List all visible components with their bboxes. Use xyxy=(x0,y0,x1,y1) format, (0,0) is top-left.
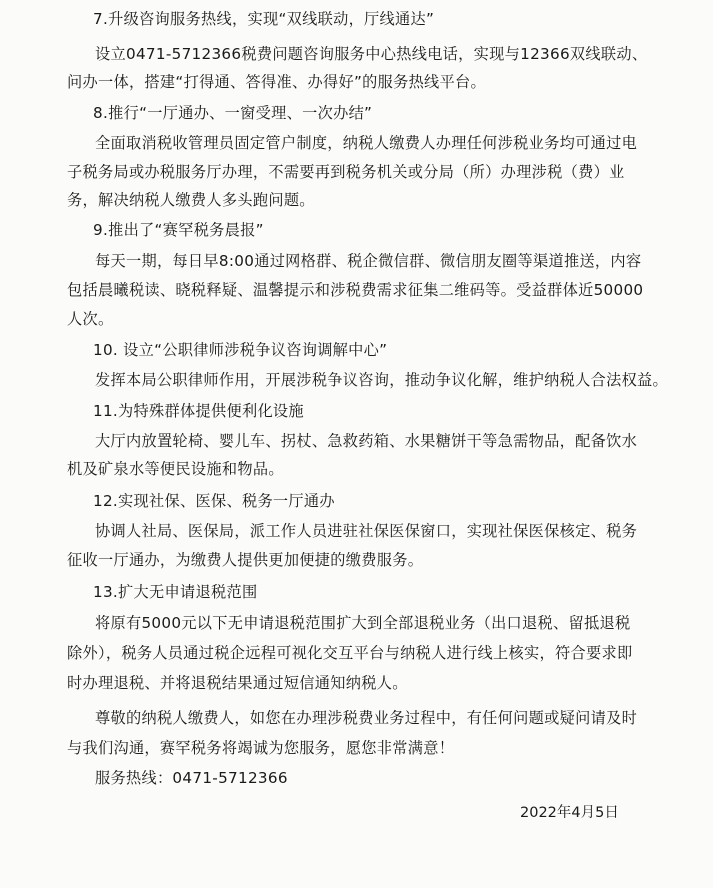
section-heading: 13.扩大无申请退税范围 xyxy=(93,583,258,601)
paragraph-line: 征收一厅通办，为缴费人提供更加便捷的缴费服务。 xyxy=(67,551,424,569)
section-heading: 7.升级咨询服务热线，实现“双线联动，厅线通达” xyxy=(93,10,435,28)
paragraph-line: 子税务局或办税服务厅办理，不需要再到税务机关或分局（所）办理涉税（费）业 xyxy=(67,163,625,181)
closing-line: 尊敬的纳税人缴费人，如您在办理涉税费业务过程中，有任何问题或疑问请及时 xyxy=(95,709,638,727)
paragraph-line: 协调人社局、医保局，派工作人员进驻社保医保窗口，实现社保医保核定、税务 xyxy=(95,522,638,540)
section-heading: 9.推出了“赛罕税务晨报” xyxy=(93,221,264,239)
paragraph-line: 发挥本局公职律师作用，开展涉税争议咨询，推动争议化解，维护纳税人合法权益。 xyxy=(95,371,669,389)
paragraph-line: 大厅内放置轮椅、婴儿车、拐杖、急救药箱、水果糖饼干等急需物品，配备饮水 xyxy=(95,432,638,450)
paragraph-line: 除外），税务人员通过税企远程可视化交互平台与纳税人进行线上核实，符合要求即 xyxy=(67,644,633,662)
closing-line: 与我们沟通，赛罕税务将竭诚为您服务，愿您非常满意！ xyxy=(67,739,455,757)
section-heading: 12.实现社保、医保、税务一厅通办 xyxy=(93,492,335,510)
paragraph-line: 设立0471-5712366税费问题咨询服务中心热线电话，实现与12366双线联动、 xyxy=(95,45,648,63)
paragraph-line: 问办一体，搭建“打得通、答得准、办得好”的服务热线平台。 xyxy=(67,73,487,91)
paragraph-line: 每天一期，每日早8:00通过网格群、税企微信群、微信朋友圈等渠道推送，内容 xyxy=(95,252,642,270)
paragraph-line: 人次。 xyxy=(67,310,114,328)
paragraph-line: 全面取消税收管理员固定管户制度，纳税人缴费人办理任何涉税业务均可通过电 xyxy=(95,134,638,152)
section-heading: 8.推行“一厅通办、一窗受理、一次办结” xyxy=(93,104,373,122)
service-hotline: 服务热线：0471-5712366 xyxy=(95,769,288,787)
document-date: 2022年4月5日 xyxy=(520,805,619,821)
paragraph-line: 务，解决纳税人缴费人多头跑问题。 xyxy=(67,191,315,209)
paragraph-line: 将原有5000元以下无申请退税范围扩大到全部退税业务（出口退税、留抵退税 xyxy=(95,614,631,632)
section-heading: 11.为特殊群体提供便利化设施 xyxy=(93,402,304,420)
paragraph-line: 包括晨曦税读、晓税释疑、温馨提示和涉税费需求征集二维码等。受益群体近50000 xyxy=(67,281,644,299)
paragraph-line: 时办理退税、并将退税结果通过短信通知纳税人。 xyxy=(67,674,408,692)
section-heading: 10. 设立“公职律师涉税争议咨询调解中心” xyxy=(93,341,388,359)
paragraph-line: 机及矿泉水等便民设施和物品。 xyxy=(67,460,284,478)
